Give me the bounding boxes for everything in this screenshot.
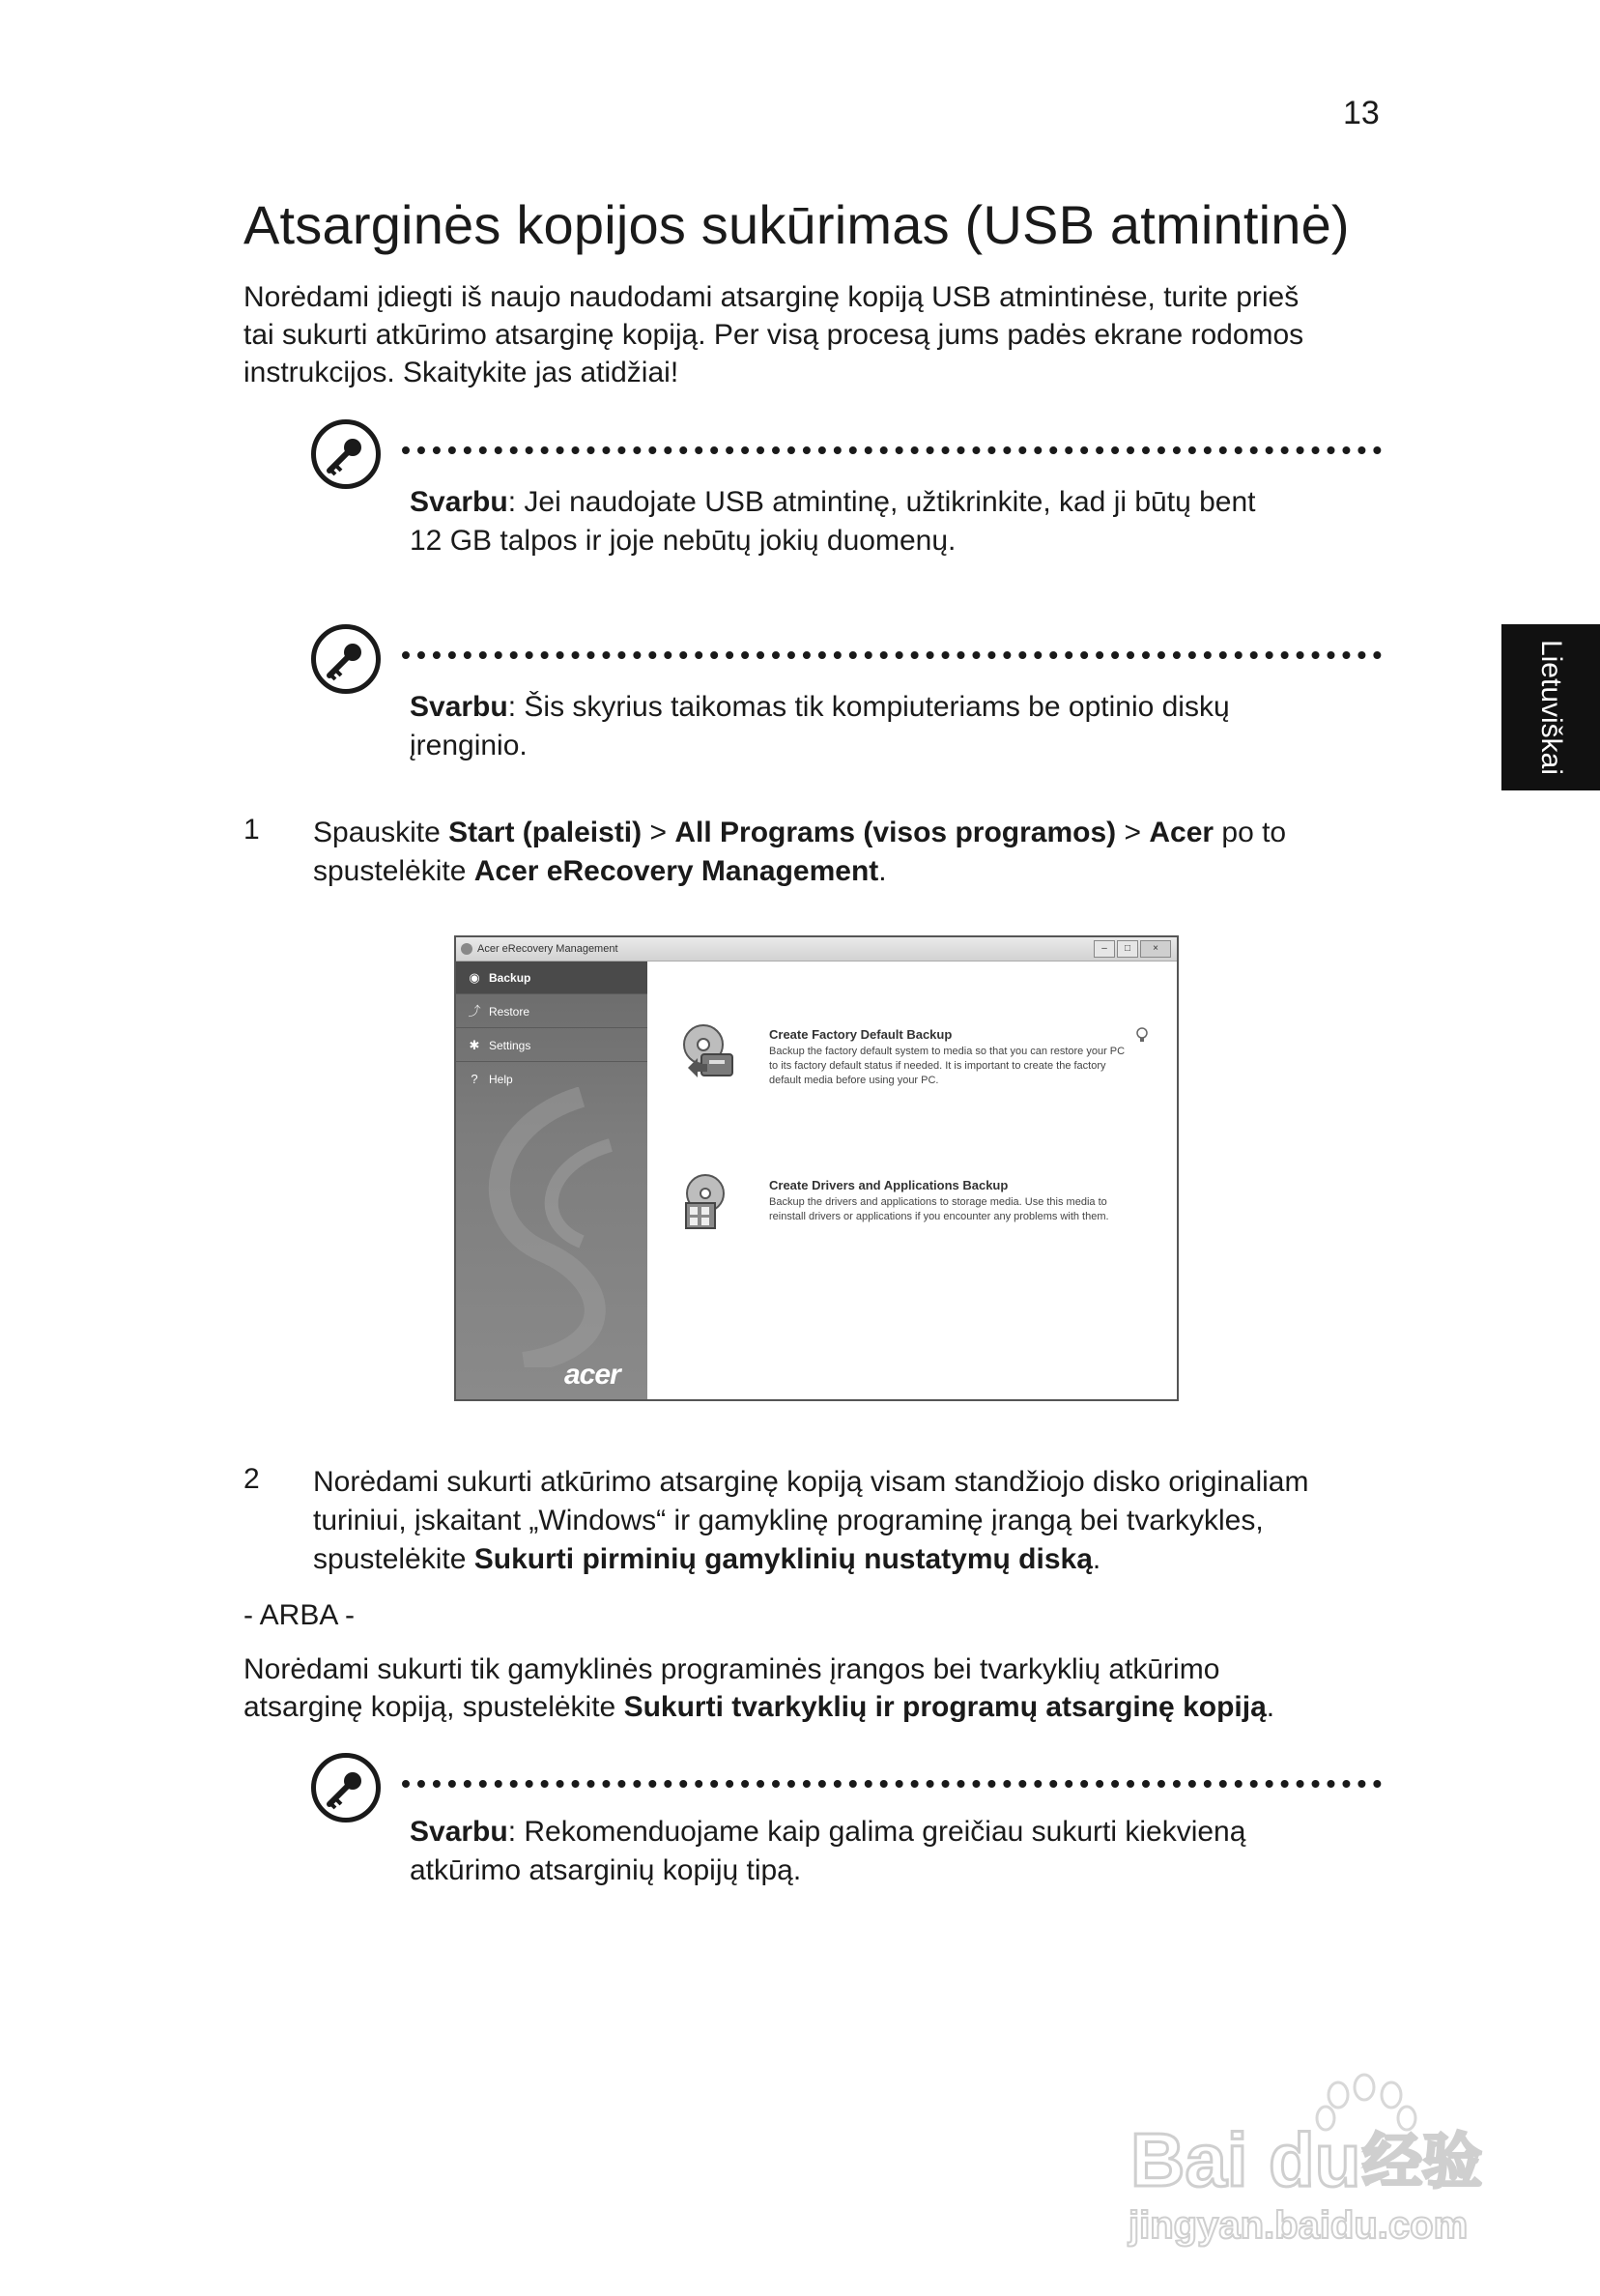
close-button[interactable]: × xyxy=(1140,940,1171,958)
app-main-panel xyxy=(647,961,1177,1399)
note-divider xyxy=(402,651,1382,659)
language-tab xyxy=(1501,624,1600,790)
step-text: Spauskite xyxy=(313,817,449,848)
drivers-backup-icon[interactable] xyxy=(680,1172,740,1232)
window-title: Acer eRecovery Management xyxy=(477,943,618,955)
step-text: Norėdami sukurti atkūrimo atsarginę kopiją visam standžiojo disko originaliam xyxy=(313,1466,1309,1498)
key-icon xyxy=(311,624,381,694)
language-tab-label: Lietuviškai xyxy=(1535,639,1567,776)
intro-line: Norėdami įdiegti iš naujo naudodami atsarginę kopiją USB atmintinėse, turite prieš xyxy=(243,281,1300,313)
step-text: > xyxy=(1116,817,1150,848)
step-text: . xyxy=(1092,1543,1101,1575)
intro-line: tai sukurti atkūrimo atsarginę kopiją. Per visą procesą jums padės ekrane rodomos xyxy=(243,319,1304,351)
backup-icon: ◉ xyxy=(469,970,480,985)
key-icon xyxy=(311,419,381,489)
note-label: Svarbu xyxy=(410,1816,508,1848)
note-text: : Rekomenduojame kaip galima greičiau sukurti kiekvieną xyxy=(507,1816,1246,1848)
step-2-text xyxy=(313,1463,1386,1579)
app-sidebar xyxy=(456,961,647,1399)
sidebar-item-restore[interactable] xyxy=(456,995,647,1028)
note-divider xyxy=(402,1780,1382,1788)
note-label: Svarbu xyxy=(410,486,508,518)
note-text: : Šis skyrius taikomas tik kompiuteriams be optinio diskų xyxy=(507,691,1230,723)
erecovery-window xyxy=(454,935,1179,1401)
note-text: 12 GB talpos ir joje nebūtų jokių duomenų. xyxy=(410,525,957,557)
sidebar-item-settings[interactable] xyxy=(456,1029,647,1062)
step-bold: All Programs (visos programos) xyxy=(674,817,1117,848)
intro-paragraph xyxy=(243,278,1384,391)
restore-icon: ⤴ xyxy=(468,1004,481,1019)
intro-line: instrukcijos. Skaitykite jas atidžiai! xyxy=(243,357,679,388)
baidu-watermark xyxy=(1121,2068,1527,2252)
sidebar-item-label: Backup xyxy=(489,971,531,985)
step-text: . xyxy=(878,855,887,887)
acer-logo: acer xyxy=(564,1359,620,1391)
note-text: įrenginio. xyxy=(410,730,528,761)
step-text: spustelėkite xyxy=(313,855,474,887)
factory-backup-icon[interactable] xyxy=(680,1021,740,1081)
para-text: . xyxy=(1266,1691,1275,1723)
note-important-optical xyxy=(410,688,1357,765)
step-number: 2 xyxy=(243,1463,260,1495)
step-bold: Acer xyxy=(1149,817,1214,848)
window-titlebar xyxy=(456,937,1177,961)
minimize-button[interactable]: – xyxy=(1094,940,1115,958)
para-text: Norėdami sukurti tik gamyklinės programinės įrangos bei tvarkyklių atkūrimo xyxy=(243,1653,1220,1685)
note-text: atkūrimo atsarginių kopijų tipą. xyxy=(410,1854,802,1886)
tip-bulb-icon xyxy=(1136,1027,1148,1043)
page-number: 13 xyxy=(1343,95,1380,131)
page-title: Atsarginės kopijos sukūrimas (USB atmintinė) xyxy=(243,194,1350,255)
step-text: po to xyxy=(1214,817,1287,848)
watermark-url: jingyan.baidu.com xyxy=(1129,2204,1469,2247)
alternative-paragraph xyxy=(243,1650,1384,1726)
step-bold: Start (paleisti) xyxy=(448,817,643,848)
drivers-backup-description: Backup the drivers and applications to storage media. Use this media to reinstall drivers or applications if you encounter any problems with them. xyxy=(769,1196,1109,1222)
step-bold: Acer eRecovery Management xyxy=(473,855,879,887)
sidebar-item-label: Settings xyxy=(489,1039,531,1052)
maximize-button[interactable]: □ xyxy=(1117,940,1138,958)
note-important-usb xyxy=(410,483,1357,560)
key-icon xyxy=(311,1753,381,1822)
step-bold: Sukurti pirminių gamyklinių nustatymų diską xyxy=(473,1543,1093,1575)
sidebar-item-help[interactable] xyxy=(456,1063,647,1096)
step-1-text xyxy=(313,814,1386,891)
drivers-backup-title[interactable]: Create Drivers and Applications Backup xyxy=(769,1178,1009,1192)
watermark-brand: Bai du xyxy=(1130,2117,1361,2202)
help-icon: ? xyxy=(471,1072,478,1086)
sidebar-item-backup[interactable] xyxy=(456,961,647,994)
note-label: Svarbu xyxy=(410,691,508,723)
step-number: 1 xyxy=(243,814,260,846)
sidebar-item-label: Help xyxy=(489,1073,513,1086)
factory-backup-title[interactable]: Create Factory Default Backup xyxy=(769,1027,953,1042)
para-text: atsarginę kopiją, spustelėkite xyxy=(243,1691,624,1723)
decorative-swirl-icon xyxy=(466,1087,640,1367)
note-text: : Jei naudojate USB atmintinę, užtikrinkite, kad ji būtų bent xyxy=(507,486,1256,518)
note-important-recommend xyxy=(410,1813,1357,1890)
factory-backup-description: Backup the factory default system to media so that you can restore your PC to its factory default status if needed. It is important to create the factory default media before using your PC. xyxy=(769,1046,1126,1086)
step-text: > xyxy=(642,817,675,848)
settings-icon: ✱ xyxy=(469,1038,480,1052)
sidebar-item-label: Restore xyxy=(489,1005,530,1019)
or-separator: - ARBA - xyxy=(243,1599,356,1631)
note-divider xyxy=(402,446,1382,454)
watermark-suffix: 经验 xyxy=(1362,2126,1483,2196)
step-text: turiniui, įskaitant „Windows“ ir gamyklinę programinę įrangą bei tvarkykles, xyxy=(313,1505,1264,1536)
window-controls xyxy=(1094,940,1171,958)
step-text: spustelėkite xyxy=(313,1543,474,1575)
app-icon xyxy=(461,943,472,955)
para-bold: Sukurti tvarkyklių ir programų atsarginę kopiją xyxy=(623,1691,1267,1723)
